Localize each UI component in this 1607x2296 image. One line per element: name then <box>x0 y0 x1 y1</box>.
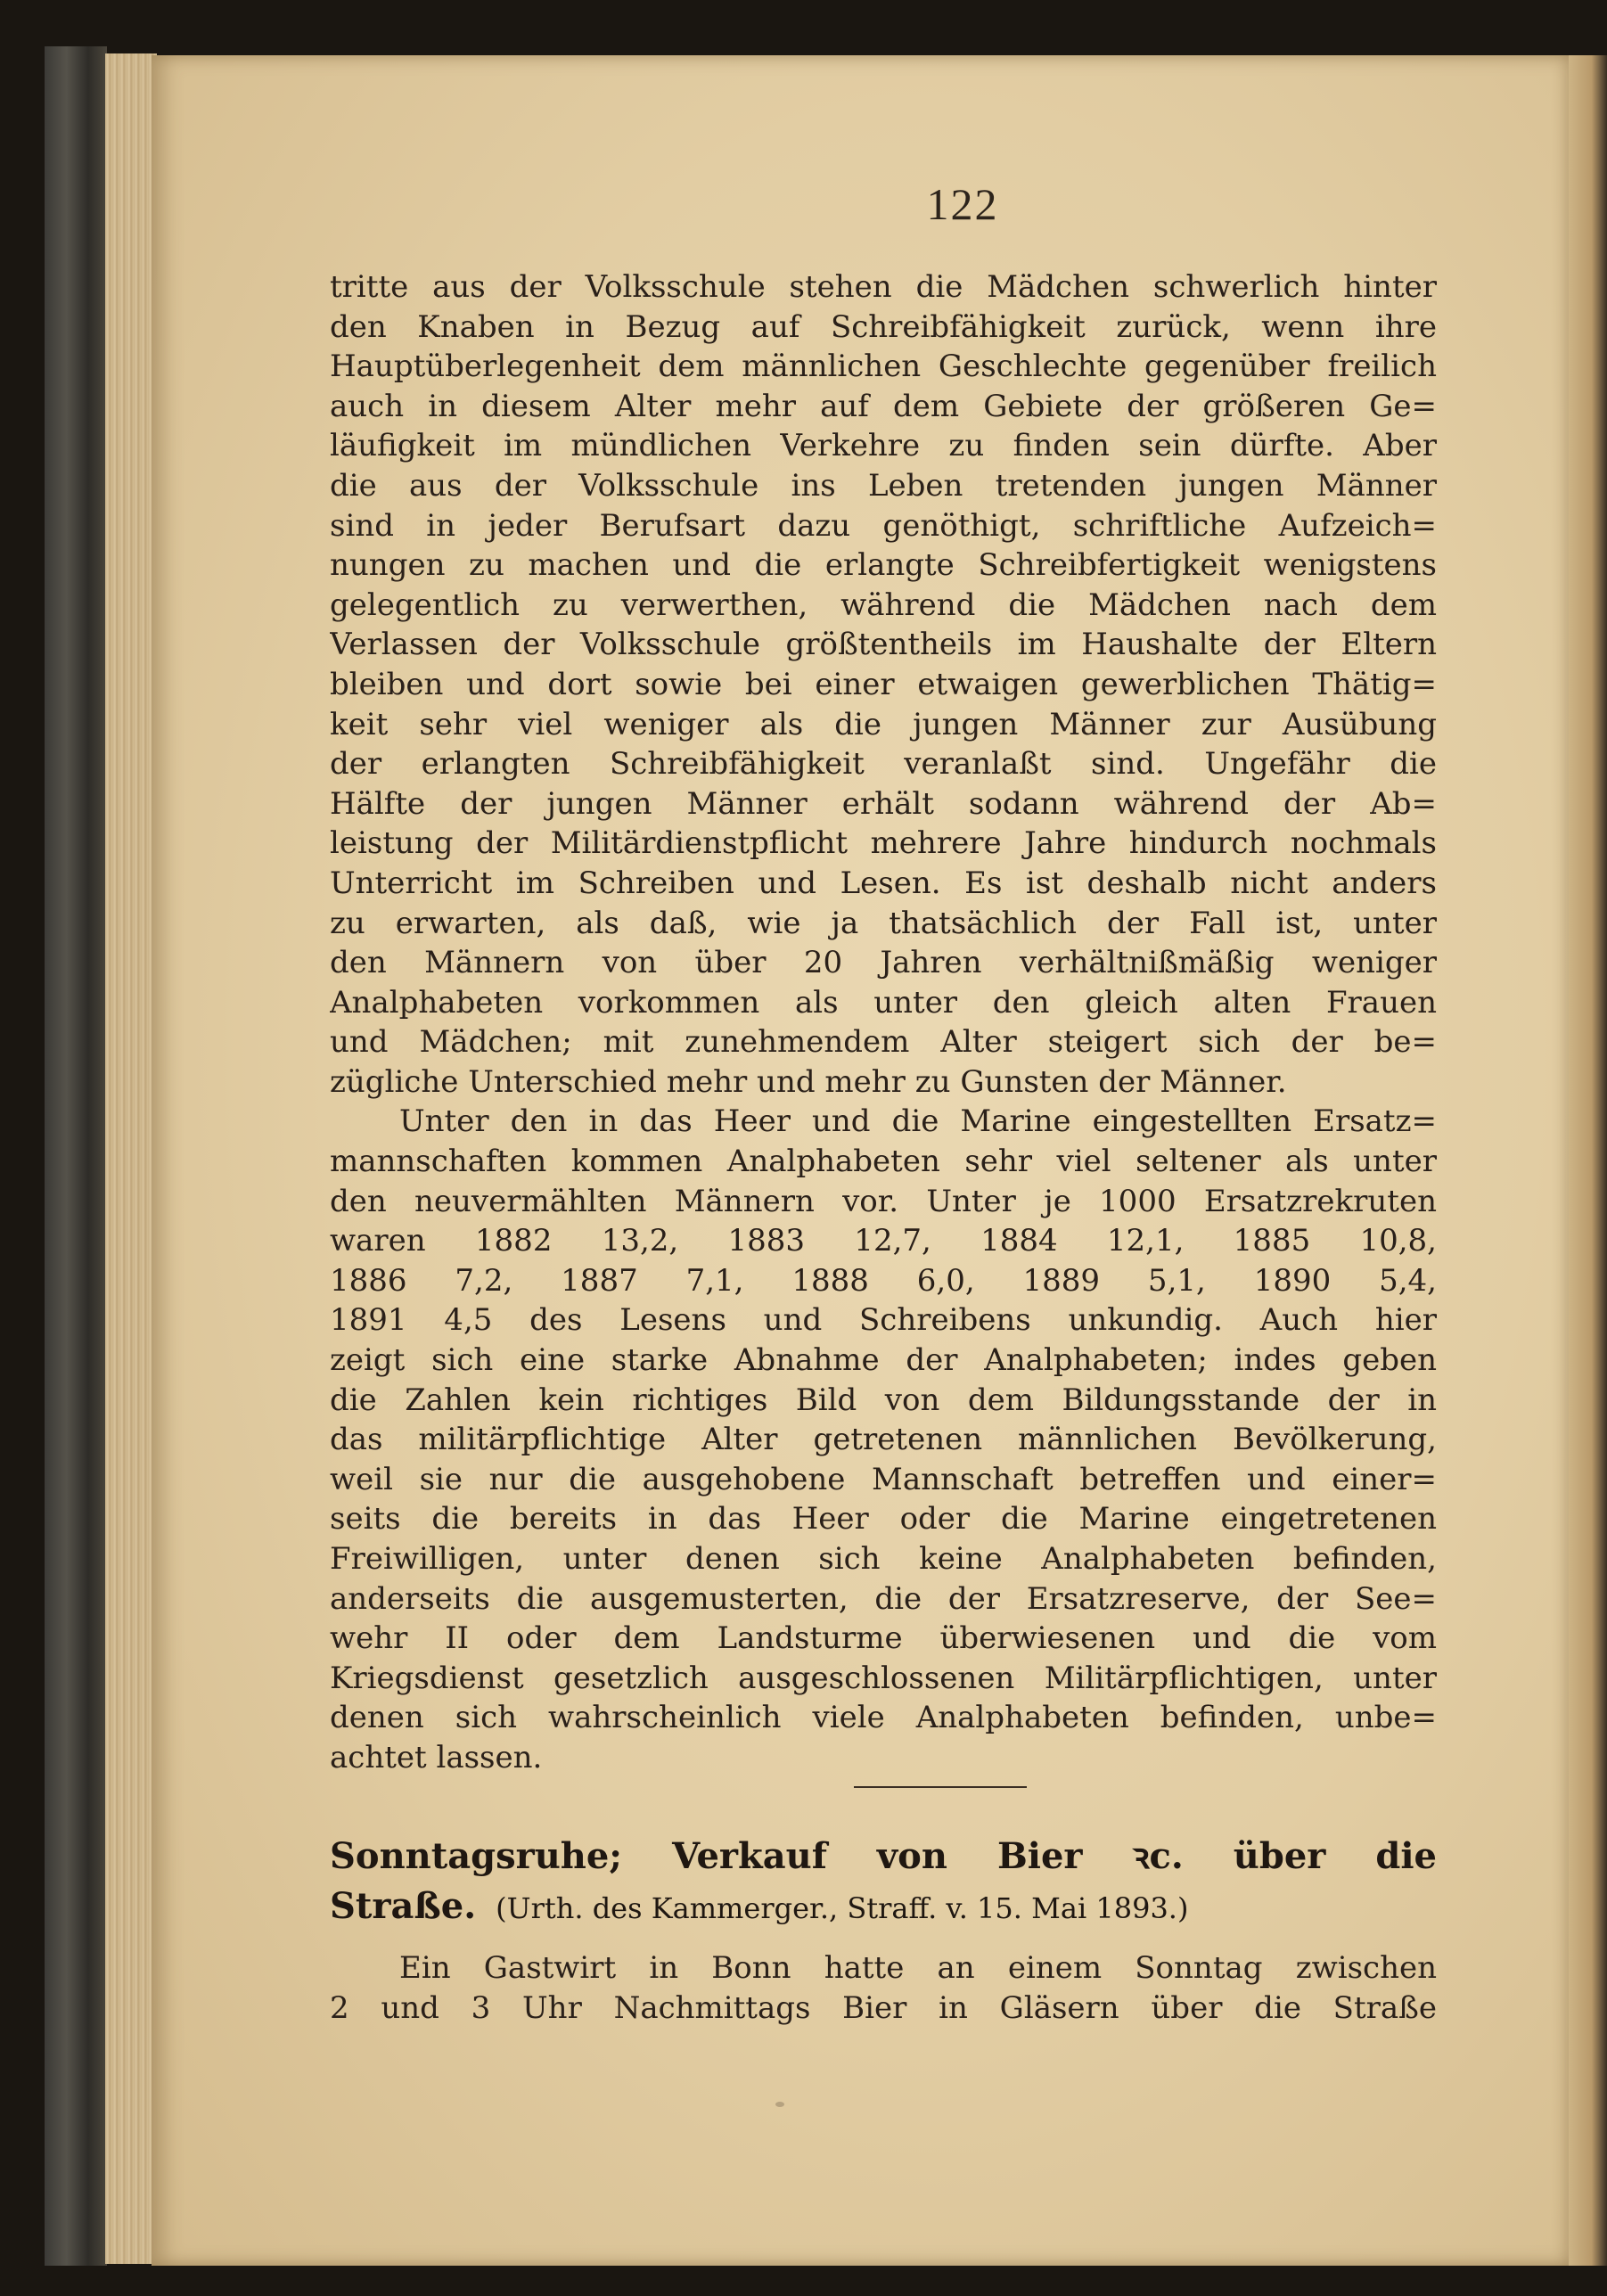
heading-word: Straße. <box>330 1885 477 1927</box>
page-stack-edge <box>105 53 157 2264</box>
text-line: auch in diesem Alter mehr auf dem Gebiete der größeren Ge= <box>330 388 1437 424</box>
text-line: Unter den in das Heer und die Marine eingestellten Ersatz= <box>399 1103 1437 1140</box>
text-line: waren 1882 13,2, 1883 12,7, 1884 12,1, 1885 10,8, <box>330 1223 1437 1259</box>
book-cover-edge <box>45 46 107 2266</box>
text-line: weil sie nur die ausgehobene Mannschaft betreffen und einer= <box>330 1461 1437 1497</box>
text-line: tritte aus der Volksschule stehen die Mädchen schwerlich hinter <box>330 269 1437 305</box>
text-line: die aus der Volksschule ins Leben tretenden jungen Männer <box>330 467 1437 504</box>
section-divider <box>854 1786 1027 1788</box>
text-line: Analphabeten vorkommen als unter den gleich alten Frauen <box>330 984 1437 1021</box>
text-line: 2 und 3 Uhr Nachmittags Bier in Gläsern über die Straße <box>330 1989 1437 2026</box>
heading-line <box>330 1882 1437 1931</box>
text-line: die Zahlen kein richtiges Bild von dem Bildungsstande der in <box>330 1382 1437 1418</box>
text-line: läufigkeit im mündlichen Verkehre zu finden sein dürfte. Aber <box>330 428 1437 464</box>
text-line: der erlangten Schreibfähigkeit veranlaßt sind. Ungefähr die <box>330 746 1437 783</box>
text-line: achtet lassen. <box>330 1739 543 1775</box>
text-line: den Knaben in Bezug auf Schreibfähigkeit zurück, wenn ihre <box>330 308 1437 345</box>
text-line: mannschaften kommen Analphabeten sehr viel seltener als unter <box>330 1144 1437 1180</box>
paper-speck <box>775 2102 784 2107</box>
section-body-text <box>330 1948 1437 2028</box>
text-line: zügliche Unterschied mehr und mehr zu Gunsten der Männer. <box>330 1063 1287 1100</box>
text-line: Hauptüberlegenheit dem männlichen Geschlechte gegenüber freilich <box>330 348 1437 385</box>
text-line: gelegentlich zu verwerthen, während die Mädchen nach dem <box>330 586 1437 623</box>
text-line: und Mädchen; mit zunehmendem Alter steigert sich der be= <box>330 1024 1437 1061</box>
page-number: 122 <box>926 179 999 229</box>
text-line: denen sich wahrscheinlich viele Analphabeten befinden, unbe= <box>330 1700 1437 1736</box>
text-line: zeigt sich eine starke Abnahme der Analphabeten; indes geben <box>330 1342 1437 1379</box>
text-line: das militärpflichtige Alter getretenen männlichen Bevölkerung, <box>330 1422 1437 1458</box>
text-line: anderseits die ausgemusterten, die der Ersatzreserve, der See= <box>330 1580 1437 1617</box>
heading-line: Sonntagsruhe; Verkauf von Bier ꝛc. über die <box>330 1835 1437 1877</box>
text-line: Kriegsdienst gesetzlich ausgeschlossenen Militärpflichtigen, unter <box>330 1660 1437 1696</box>
body-text <box>330 267 1437 1778</box>
text-line: Verlassen der Volksschule größtentheils im Haushalte der Eltern <box>330 627 1437 663</box>
text-line: keit sehr viel weniger als die jungen Männer zur Ausübung <box>330 706 1437 742</box>
text-line: wehr II oder dem Landsturme überwiesenen und die vom <box>330 1620 1437 1657</box>
text-line: Ein Gastwirt in Bonn hatte an einem Sonntag zwischen <box>399 1950 1437 1986</box>
text-line: zu erwarten, als daß, wie ja thatsächlich der Fall ist, unter <box>330 905 1437 941</box>
text-line: leistung der Militärdienstpflicht mehrere Jahre hindurch nochmals <box>330 825 1437 862</box>
text-line: 1891 4,5 des Lesens und Schreibens unkundig. Auch hier <box>330 1302 1437 1339</box>
text-line: seits die bereits in das Heer oder die Marine eingetretenen <box>330 1501 1437 1538</box>
text-line: Freiwilligen, unter denen sich keine Analphabeten befinden, <box>330 1541 1437 1577</box>
text-line: den Männern von über 20 Jahren verhältnißmäßig weniger <box>330 945 1437 981</box>
facing-page-edge <box>1569 55 1607 2266</box>
text-line: bleiben und dort sowie bei einer etwaigen gewerblichen Thätig= <box>330 666 1437 702</box>
section-heading <box>330 1832 1437 1931</box>
text-line: sind in jeder Berufsart dazu genöthigt, schriftliche Aufzeich= <box>330 507 1437 544</box>
text-line: nungen zu machen und die erlangte Schreibfertigkeit wenigstens <box>330 547 1437 584</box>
text-line: Hälfte der jungen Männer erhält sodann während der Ab= <box>330 785 1437 822</box>
text-line: Unterricht im Schreiben und Lesen. Es ist deshalb nicht anders <box>330 865 1437 901</box>
text-line: 1886 7,2, 1887 7,1, 1888 6,0, 1889 5,1, 1890 5,4, <box>330 1262 1437 1299</box>
text-line: den neuvermählten Männern vor. Unter je 1000 Ersatzrekruten <box>330 1183 1437 1219</box>
court-citation: (Urth. des Kammerger., Straff. v. 15. Mai 1893.) <box>496 1891 1189 1925</box>
